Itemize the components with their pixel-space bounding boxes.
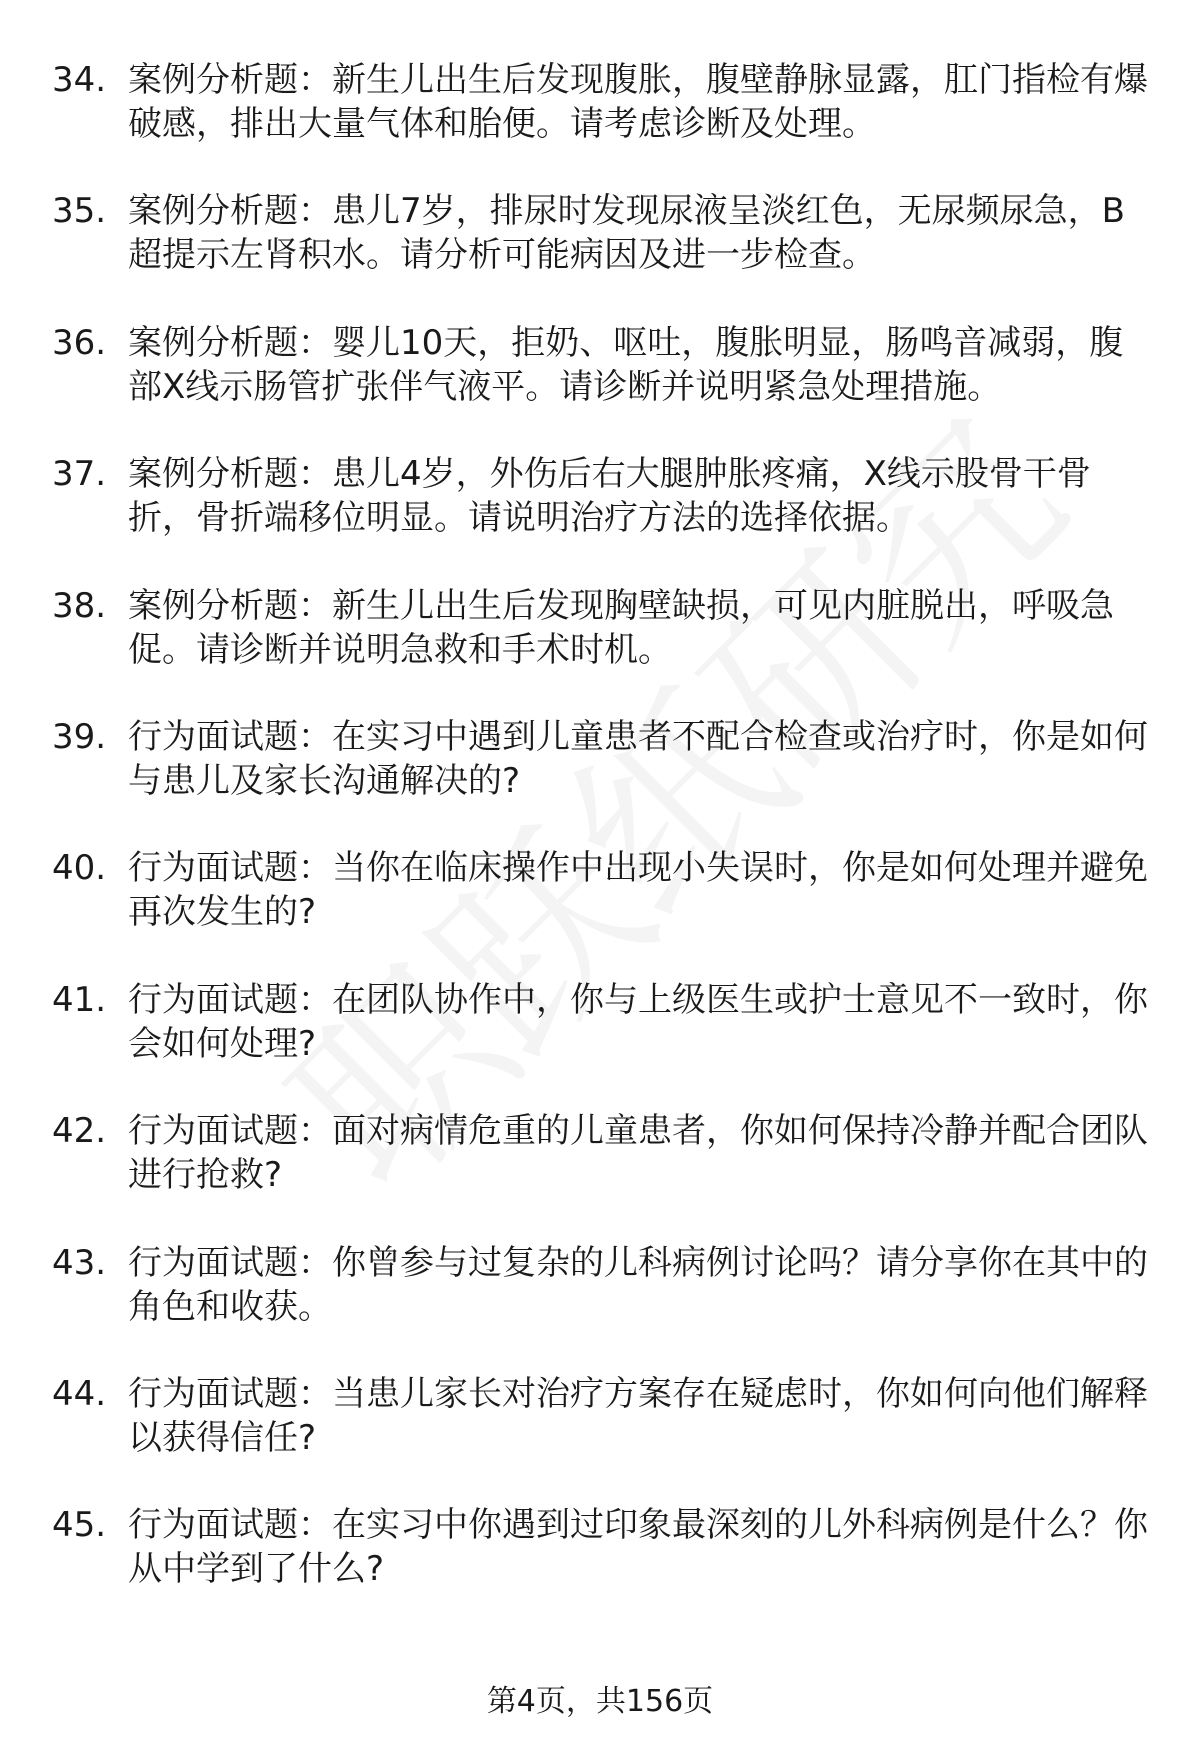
- question-number: 44.: [52, 1373, 107, 1414]
- list-item: [52, 58, 1150, 146]
- question-text: 行为面试题：在实习中遇到儿童患者不配合检查或治疗时，你是如何与患儿及家长沟通解决的?: [128, 716, 1148, 801]
- question-text: 行为面试题：在团队协作中，你与上级医生或护士意见不一致时，你会如何处理?: [128, 979, 1148, 1064]
- question-number: 35.: [52, 191, 107, 232]
- question-text: 行为面试题：当你在临床操作中出现小失误时，你是如何处理并避免再次发生的?: [128, 848, 1148, 933]
- question-number: 34.: [52, 60, 107, 100]
- list-item: [52, 452, 1150, 540]
- question-text: 案例分析题：患儿4岁，外伤后右大腿肿胀疼痛，X线示股骨干骨折，骨折端移位明显。请说明治疗方法的选择依据。: [128, 454, 1091, 539]
- question-text: 行为面试题：你曾参与过复杂的儿科病例讨论吗？请分享你在其中的角色和收获。: [128, 1242, 1148, 1327]
- question-text: 案例分析题：患儿7岁，排尿时发现尿液呈淡红色，无尿频尿急，B超提示左肾积水。请分析可能病因及进一步检查。: [128, 191, 1125, 276]
- question-number: 43.: [52, 1242, 107, 1283]
- question-number: 41.: [52, 979, 107, 1020]
- question-text: 案例分析题：婴儿10天，拒奶、呕吐，腹胀明显，肠鸣音减弱，腹部X线示肠管扩张伴气液平。请诊断并说明紧急处理措施。: [128, 322, 1124, 407]
- question-number: 36.: [52, 322, 107, 363]
- page-number-footer: 第4页，共156页: [486, 1684, 714, 1719]
- list-item: [52, 1503, 1150, 1591]
- list-item: [52, 321, 1150, 409]
- list-item: [52, 584, 1150, 672]
- list-item: [52, 1372, 1150, 1460]
- question-number: 42.: [52, 1111, 107, 1152]
- question-text: 行为面试题：当患儿家长对治疗方案存在疑虑时，你如何向他们解释以获得信任?: [128, 1373, 1148, 1458]
- question-number: 39.: [52, 716, 107, 757]
- question-number: 40.: [52, 848, 107, 889]
- list-item: [52, 1241, 1150, 1329]
- question-text: 案例分析题：新生儿出生后发现胸壁缺损，可见内脏脱出，呼吸急促。请诊断并说明急救和手术时机。: [128, 585, 1114, 670]
- question-list: [52, 58, 1150, 1635]
- question-text: 行为面试题：在实习中你遇到过印象最深刻的儿外科病例是什么？你从中学到了什么?: [128, 1505, 1148, 1590]
- question-number: 38.: [52, 585, 107, 626]
- list-item: [52, 978, 1150, 1066]
- question-number: 45.: [52, 1505, 107, 1546]
- list-item: [52, 189, 1150, 277]
- list-item: [52, 846, 1150, 934]
- question-number: 37.: [52, 454, 107, 495]
- list-item: [52, 715, 1150, 803]
- question-text: 案例分析题：新生儿出生后发现腹胀，腹壁静脉显露，肛门指检有爆破感，排出大量气体和胎便。请考虑诊断及处理。: [128, 60, 1148, 144]
- list-item: [52, 1109, 1150, 1197]
- question-text: 行为面试题：面对病情危重的儿童患者，你如何保持冷静并配合团队进行抢救?: [128, 1111, 1148, 1196]
